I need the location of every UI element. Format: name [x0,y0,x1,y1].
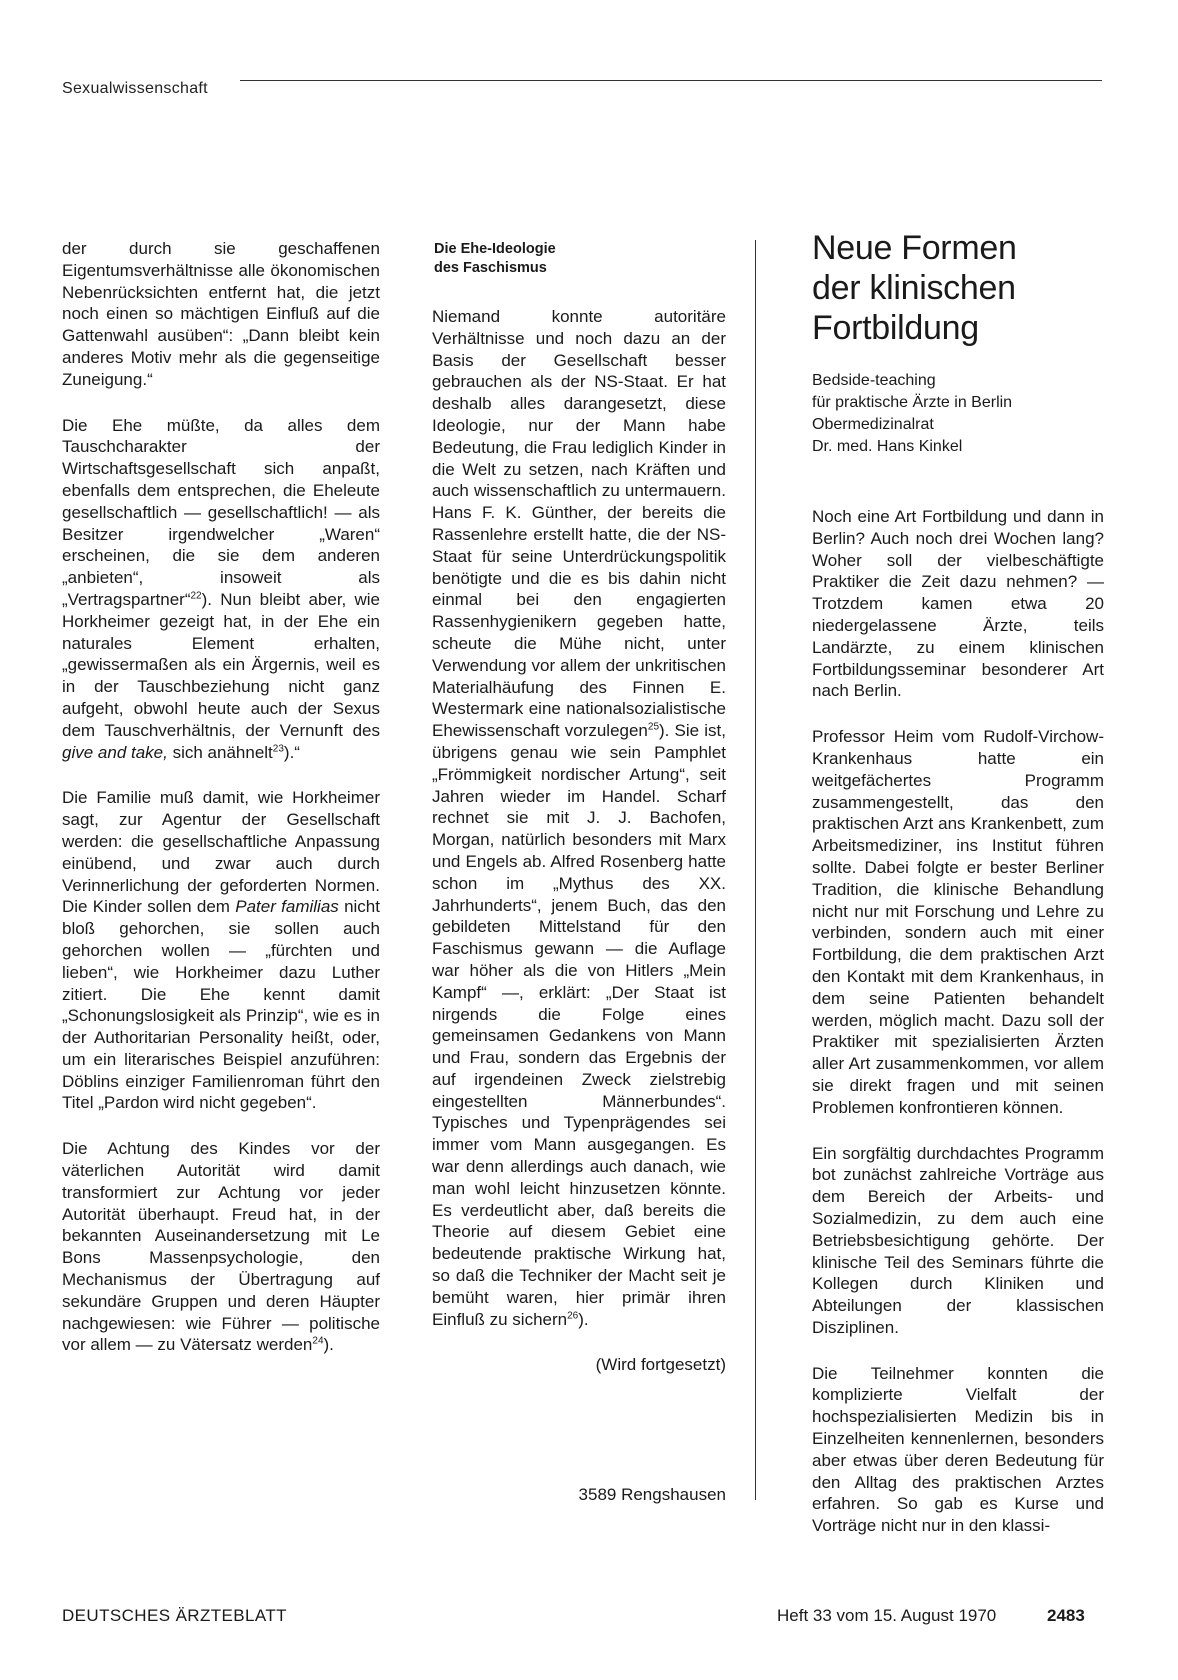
page-number: 2483 [1047,1606,1085,1625]
continued-note: (Wird fortgesetzt) [595,1355,726,1375]
paragraph: der durch sie geschaffenen Eigentumsverhältnisse alle ökonomischen Nebenrücksichten entfernt hat, die jetzt noch einen so mächtigen Einfluß auf die Gattenwahl ausüben“: „Dann bleibt kein anderes Motiv mehr als die gegenseitige Zuneigung.“ [62,239,380,389]
journal-name: DEUTSCHES ÄRZTEBLATT [62,1606,287,1625]
column-right [812,228,1104,1561]
footnote-ref: 25 [647,721,660,733]
paragraph: Professor Heim vom Rudolf-Virchow-Krankenhaus hatte ein weitgefächertes Programm zusammengestellt, das den praktischen Arzt ans Krankenbett, zum Arbeitsmediziner, ins Institut führen sollte. Dabei folgte er bester Berliner Tradition, die klinische Behandlung nicht nur mit Forschung und Lehre zu verbinden, sondern auch mit einer Fortbildung, die dem praktischen Arzt den Kontakt mit dem Krankenhaus, in dem seine Patienten behandelt werden, möglich macht. Dazu soll der Praktiker mit spezialisierten Ärzten aller Art zusammenkommen, vor allem sie direkt fragen und mit seinen Problemen konfrontieren können. [812,727,1104,1117]
article-subtitle: Bedside-teaching für praktische Ärzte in Berlin Obermedizinalrat Dr. med. Hans Kinkel [812,372,1013,455]
footnote-ref: 22 [190,590,202,602]
section-label: Sexualwissenschaft [62,80,208,97]
column-divider [755,240,756,1500]
footnote-ref: 23 [272,742,284,754]
column-middle [432,238,726,1506]
running-header [62,80,1102,104]
paragraph: Niemand konnte autoritäre Verhältnisse und noch dazu an der Basis der Gesellschaft besser gebrauchen als der NS-Staat. Er hat deshalb alles darangesetzt, diese Ideologie, nur der Mann habe Bedeutung, die Frau lediglich Kinder in die Welt zu setzen, nach Kräften und auch wissenschaftlich zu untermauern. Hans F. K. Günther, der bereits die Rassenlehre erstellt hatte, die der NS-Staat für seine Unterdrückungspolitik benötigte und die es bis dahin nicht einmal bei den engagierten Rassenhygienikern gegeben hatte, scheute die Mühe nicht, unter Verwendung vor allem der unkritischen Materialhäufung des Finnen E. Westermark eine nationalsozialistische Ehewissenschaft vorzulegen$^{25}$). Sie ist, übrigens genau wie sein Pamphlet „Frömmigkeit nordischer Artung“, seit Jahren wieder im Handel. Scharf rechnet sie mit J. J. Bachofen, Morgan, natürlich besonders mit Marx und Engels ab. Alfred Rosenberg hatte schon im „Mythus des XX. Jahrhunderts“, jenem Buch, das den gebildeten Mittelstand für den Faschismus gewann — die Auflage war höher als die von Hitlers „Mein Kampf“ —, erklärt: „Der Staat ist nirgends die Folge eines gemeinsamen Gedankens von Mann und Frau, sondern das Ergebnis der auf irgendeinen Zweck zielstrebig eingestellten Männerbundes“. Typisches und Typenprägendes sei immer vom Mann ausgegangen. Es war denn allerdings auch danach, wie man wohl leicht hinzusetzen könnte. Es verdeutlicht aber, daß bereits die Theorie auf diesem Gebiet eine bedeutende praktische Wirkung hat, so daß die Techniker der Macht seit je bemüht waren, hier primär ihren Einfluß zu sichern$^{26}$). [432,307,726,1329]
paragraph: Ein sorgfältig durchdachtes Programm bot zunächst zahlreiche Vorträge aus dem Bereich der Arbeits- und Sozialmedizin, zu dem auch eine Betriebsbesichtigung gehörte. Der klinische Teil des Seminars führte die Kollegen durch Kliniken und Abteilungen der klassischen Disziplinen. [812,1143,1104,1337]
footnote-ref: 24 [312,1335,324,1347]
section-heading: Die Ehe-Ideologie des Faschismus [434,241,556,276]
paragraph: Die Ehe müßte, da alles dem Tauschcharakter der Wirtschaftsgesellschaft sich anpaßt, ebenfalls dem entsprechen, die Eheleute gesellschaftlich — gesellschaftlich! — als Besitzer irgendwelcher „Waren“ erscheinen, die sie dem anderen „anbieten“, insoweit als „Vertragspartner“$^{22}$). Nun bleibt aber, wie Horkheimer gezeigt hat, in der Ehe ein naturales Element erhalten, „gewissermaßen als ein Ärgernis, weil es in der Tauschbeziehung nicht ganz aufgeht, obwohl heute auch der Sexus dem Tauschverhältnis, der Vernunft des give and take, sich anähnelt$^{23}$).“ [62,415,380,762]
paragraph: Noch eine Art Fortbildung und dann in Berlin? Auch noch drei Wochen lang? Woher soll der vielbeschäftigte Praktiker die Zeit dazu nehmen? — Trotzdem kamen etwa 20 niedergelassene Ärzte, teils Landärzte, zu einem klinischen Fortbildungsseminar besonderer Art nach Berlin. [812,507,1104,701]
column-left [62,238,380,1380]
issue-info: Heft 33 vom 15. August 1970 [777,1606,997,1625]
paragraph: Die Teilnehmer konnten die komplizierte Vielfalt der hochspezialisierten Medizin bis in Einzelheiten kennenlernen, besonders aber etwas über deren Bedeutung für den Alltag des praktischen Arztes erfahren. So gab es Kurse und Vorträge nicht nur in den klassi- [812,1363,1104,1536]
paragraph: Die Achtung des Kindes vor der väterlichen Autorität wird damit transformiert zur Achtung vor jeder Autorität überhaupt. Freud hat, in der bekannten Auseinandersetzung mit Le Bons Massenpsychologie, den Mechanismus der Übertragung auf sekundäre Gruppen und deren Häupter nachgewiesen: wie Führer — politische vor allem — zu Vätersatz werden$^{24}$). [62,1139,380,1355]
paragraph: Die Familie muß damit, wie Horkheimer sagt, zur Agentur der Gesellschaft werden: die gesellschaftliche Anpassung einübend, und zwar auch durch Verinnerlichung der geforderten Normen. Die Kinder sollen dem Pater familias nicht bloß gehorchen, sie sollen auch gehorchen wollen — „fürchten und lieben“, wie Horkheimer dazu Luther zitiert. Die Ehe kennt damit „Schonungslosigkeit als Prinzip“, wie es in der Authoritarian Personality heißt, oder, um ein literarisches Beispiel anzuführen: Döblins einziger Familienroman führt den Titel „Pardon wird nicht gegeben“. [62,788,380,1113]
footnote-ref: 26 [567,1310,579,1321]
header-rule [240,80,1102,81]
article-title: Neue Formen der klinischen Fortbildung [812,229,1017,347]
author-location: 3589 Rengshausen [578,1485,726,1505]
